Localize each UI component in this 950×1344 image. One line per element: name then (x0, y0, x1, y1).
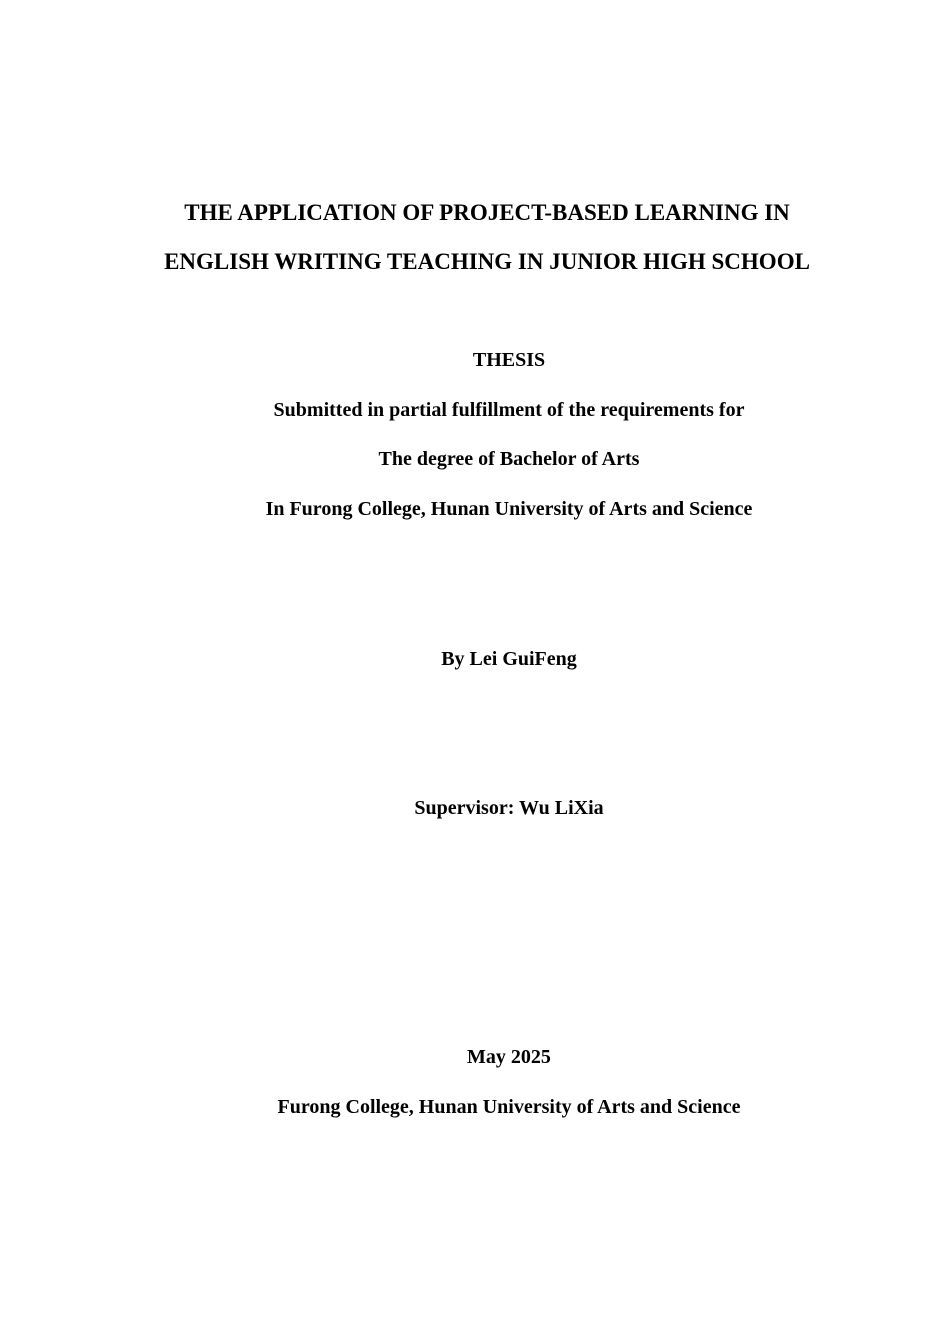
submission-purpose: Submitted in partial fulfillment of the requirements for (273, 399, 745, 421)
institution-name: Furong College, Hunan University of Arts and Science (277, 1096, 741, 1118)
submission-date: May 2025 (467, 1046, 551, 1068)
author-name: By Lei GuiFeng (441, 648, 577, 670)
degree-name: The degree of Bachelor of Arts (378, 448, 640, 470)
thesis-title-line-2: ENGLISH WRITING TEACHING IN JUNIOR HIGH SCHOOL (164, 249, 810, 274)
thesis-title-line-1: THE APPLICATION OF PROJECT-BASED LEARNING IN (184, 200, 790, 225)
thesis-label: THESIS (472, 349, 546, 371)
submission-college: In Furong College, Hunan University of Arts and Science (265, 498, 753, 520)
supervisor-name: Supervisor: Wu LiXia (414, 797, 604, 819)
